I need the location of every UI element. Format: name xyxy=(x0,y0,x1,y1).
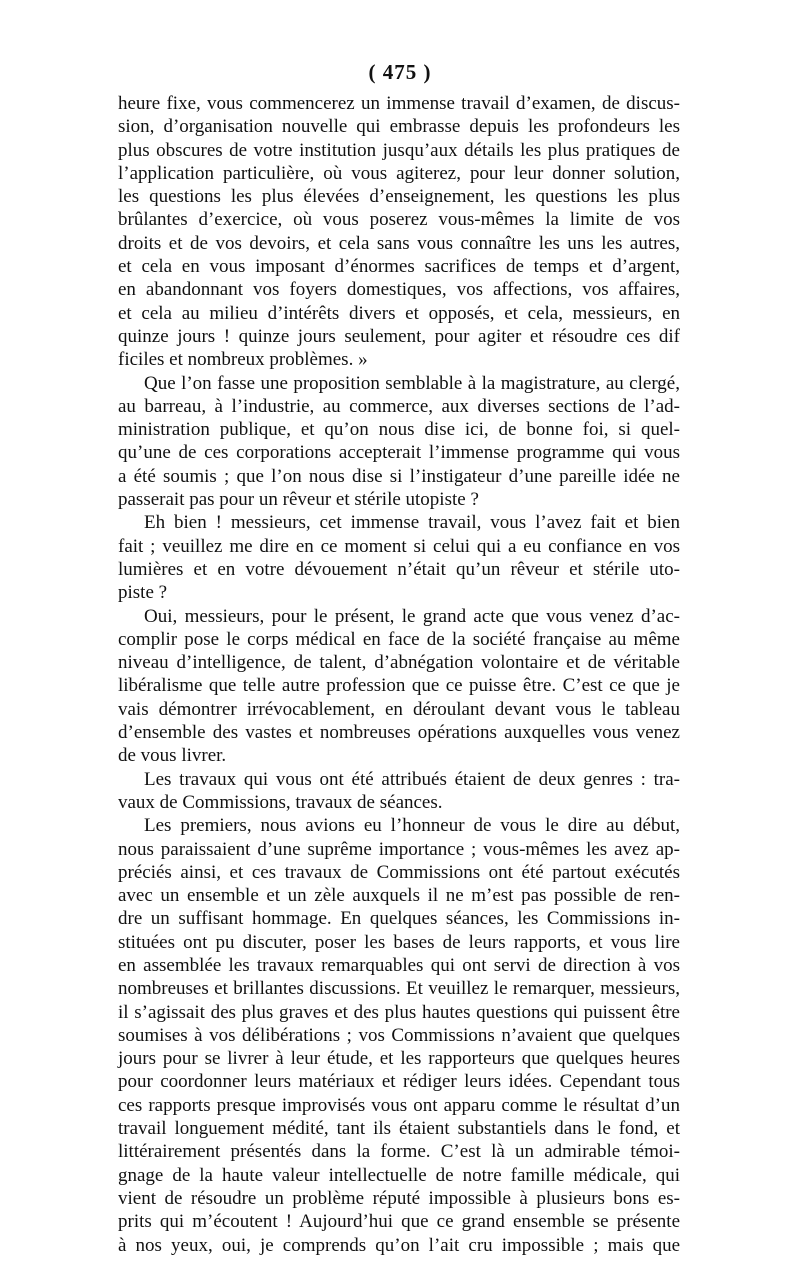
text-line: ministration publique, et qu’on nous dise ici, de bonne foi, si quel- xyxy=(118,419,680,441)
text-line: piste ? xyxy=(118,582,168,604)
text-line: heure fixe, vous commencerez un immense travail d’examen, de discus- xyxy=(118,93,680,114)
text-line: travail longuement médité, tant ils étaient substantiels dans le fond, et xyxy=(118,1118,680,1140)
text-line: vient de résoudre un problème réputé impossible à plusieurs bons es- xyxy=(118,1187,680,1209)
text-line: les questions les plus élevées d’enseignement, les questions les plus xyxy=(118,186,680,208)
text-line: droits et de vos devoirs, et cela sans vous connaître les uns les autres, xyxy=(118,232,680,254)
text-line: fait ; veuillez me dire en ce moment si celui qui a eu confiance en vos xyxy=(118,535,680,557)
text-line: qu’une de ces corporations accepterait l’immense programme qui vous xyxy=(118,442,680,464)
text-line: ces rapports presque improvisés vous ont apparu comme le résultat d’un xyxy=(118,1094,680,1116)
text-line: dre un suffisant hommage. En quelques séances, les Commissions in- xyxy=(118,908,680,930)
text-line: et cela en vous imposant d’énormes sacrifices de temps et d’argent, xyxy=(118,256,680,278)
text-line: de vous livrer. xyxy=(118,745,227,767)
text-line: en abandonnant vos foyers domestiques, vos affections, vos affaires, xyxy=(118,279,680,301)
text-line: Les travaux qui vous ont été attribués étaient de deux genres : tra- xyxy=(144,768,680,790)
text-line: nous paraissaient d’une suprême importance ; vous-mêmes les avez ap- xyxy=(118,838,680,860)
text-line: vais démontrer irrévocablement, en déroulant devant vous le tableau xyxy=(118,698,680,720)
text-line: prits qui m’écoutent ! Aujourd’hui que ce grand ensemble se présente xyxy=(118,1211,680,1233)
text-line: Oui, messieurs, pour le présent, le grand acte que vous venez d’ac- xyxy=(144,605,680,627)
text-line: Les premiers, nous avions eu l’honneur de vous le dire au début, xyxy=(144,815,680,837)
text-line: soumises à vos délibérations ; vos Commissions n’avaient que quelques xyxy=(118,1024,680,1046)
text-line: niveau d’intelligence, de talent, d’abnégation volontaire et de véritable xyxy=(118,652,680,674)
text-line: en assemblée les travaux remarquables qui ont servi de direction à vos xyxy=(118,954,680,976)
text-line: quinze jours ! quinze jours seulement, pour agiter et résoudre ces dif xyxy=(118,325,680,347)
text-line: sion, d’organisation nouvelle qui embrasse depuis les profondeurs les xyxy=(118,116,680,138)
text-line: et cela au milieu d’intérêts divers et opposés, et cela, messieurs, en xyxy=(118,302,680,324)
text-line: pour coordonner leurs matériaux et rédiger leurs idées. Cependant tous xyxy=(118,1071,680,1093)
text-line: a été soumis ; que l’on nous dise si l’instigateur d’une pareille idée ne xyxy=(118,465,680,487)
text-line: complir pose le corps médical en face de la société française au même xyxy=(118,628,680,650)
text-line: préciés ainsi, et ces travaux de Commissions ont été partout exécutés xyxy=(118,861,680,883)
text-line: au barreau, à l’industrie, au commerce, aux diverses sections de l’ad- xyxy=(118,395,680,417)
text-line: Eh bien ! messieurs, cet immense travail, vous l’avez fait et bien xyxy=(144,512,680,534)
text-line: à nos yeux, oui, je comprends qu’on l’ait cru impossible ; mais que xyxy=(118,1234,680,1256)
text-line: vaux de Commissions, travaux de séances. xyxy=(118,791,443,813)
text-line: stituées ont pu discuter, poser les bases de leurs rapports, et vous lire xyxy=(118,931,680,953)
text-line: avec un ensemble et un zèle auxquels il ne m’est pas possible de ren- xyxy=(118,885,680,907)
text-line: libéralisme que telle autre profession que ce puisse être. C’est ce que je xyxy=(118,675,680,697)
text-line: littérairement présentés dans la forme. C’est là un admirable témoi- xyxy=(118,1141,680,1163)
text-line: passerait pas pour un rêveur et stérile utopiste ? xyxy=(118,489,479,511)
body-text xyxy=(118,92,680,1257)
page-number: ( 475 ) xyxy=(368,60,432,84)
text-line: nombreuses et brillantes discussions. Et veuillez le remarquer, messieurs, xyxy=(118,978,680,1000)
text-line: Que l’on fasse une proposition semblable à la magistrature, au clergé, xyxy=(144,372,680,394)
text-line: l’application particulière, où vous agiterez, pour leur donner solution, xyxy=(118,162,680,184)
text-line: lumières et en votre dévouement n’était qu’un rêveur et stérile uto- xyxy=(118,558,680,580)
text-line: plus obscures de votre institution jusqu’aux détails les plus pratiques de xyxy=(118,139,680,161)
text-line: d’ensemble des vastes et nombreuses opérations auxquelles vous venez xyxy=(118,722,680,744)
text-line: jours pour se livrer à leur étude, et les rapporteurs que quelques heures xyxy=(118,1048,680,1070)
text-line: il s’agissait des plus graves et des plus hautes questions qui puissent être xyxy=(118,1001,680,1023)
text-line: ficiles et nombreux problèmes. » xyxy=(118,349,368,371)
text-line: gnage de la haute valeur intellectuelle de notre famille médicale, qui xyxy=(118,1164,680,1186)
text-line: brûlantes d’exercice, où vous poserez vous-mêmes la limite de vos xyxy=(118,209,680,231)
